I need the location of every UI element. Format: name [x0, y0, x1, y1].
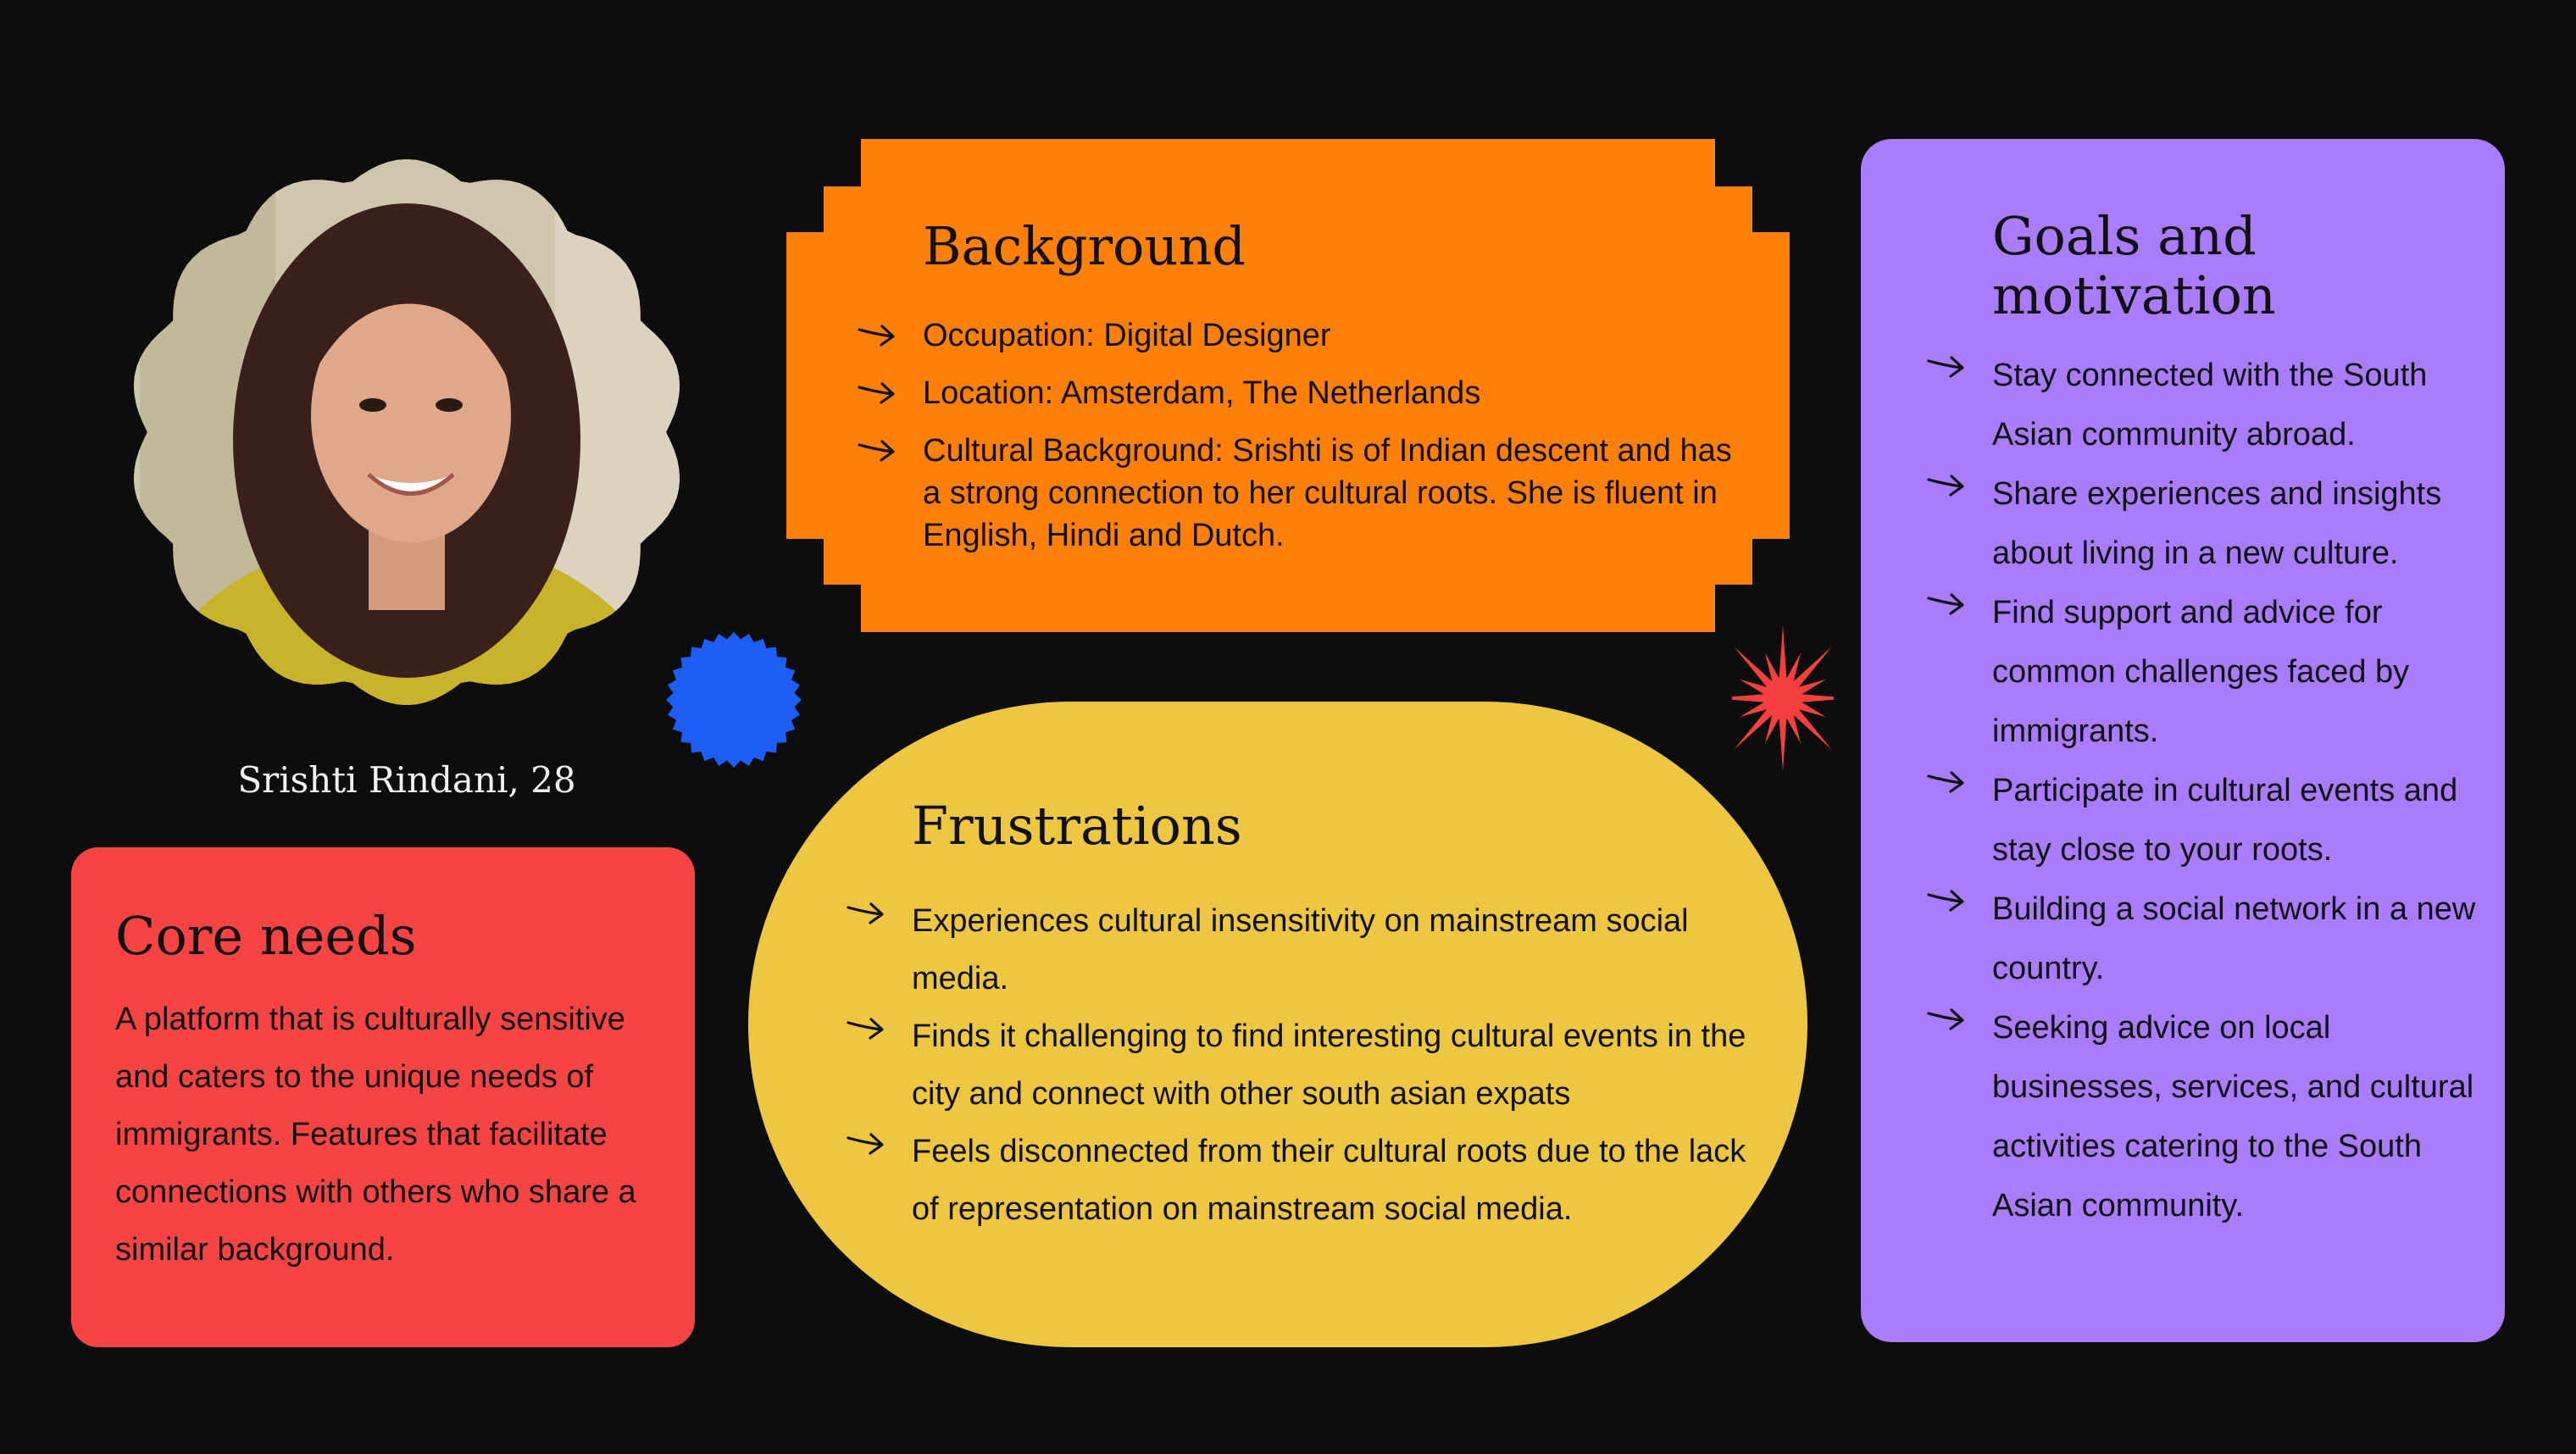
goals-card [1861, 139, 2505, 1342]
frustrations-card [748, 702, 1807, 1347]
list-item: Experiences cultural insensitivity on mainstream social media. [912, 892, 1759, 1007]
list-item: Find support and advice for common challenges faced by immigrants. [1992, 583, 2484, 761]
frustrations-list [912, 892, 1759, 1238]
arrow-right-icon [846, 1009, 886, 1043]
arrow-right-icon [846, 894, 886, 928]
blue-badge-decoration [664, 630, 803, 769]
persona-name: Srishti Rindani, 28 [237, 759, 576, 801]
list-item: Finds it challenging to find interesting cultural events in the city and connect with other south asian expats [912, 1007, 1759, 1123]
list-item: Cultural Background: Srishti is of Indian descent and has a strong connection to her cultural roots. She is fluent in English, Hindi and Dutch. [923, 430, 1736, 557]
arrow-right-icon [1926, 763, 1967, 796]
frustrations-title: Frustrations [912, 795, 1242, 857]
arrow-right-icon [1926, 466, 1967, 500]
list-item: Participate in cultural events and stay close to your roots. [1992, 761, 2484, 880]
background-title: Background [923, 215, 1246, 277]
list-item: Building a social network in a new country. [1992, 880, 2484, 998]
list-item: Share experiences and insights about living in a new culture. [1992, 464, 2484, 583]
list-item: Seeking advice on local businesses, services, and cultural activities catering to the South Asian community. [1992, 998, 2484, 1235]
background-card [786, 139, 1790, 632]
persona-photo [114, 136, 699, 729]
red-star-decoration [1732, 622, 1834, 774]
arrow-right-icon [857, 431, 897, 465]
goals-list [1992, 346, 2484, 1235]
list-item: Occupation: Digital Designer [923, 314, 1736, 357]
list-item: Location: Amsterdam, The Netherlands [923, 372, 1736, 414]
arrow-right-icon [1926, 1000, 1967, 1034]
core-needs-body: A platform that is culturally sensitive and caters to the unique needs of immigrants. Features that facilitate connections with others who share a similar background. [115, 1002, 636, 1268]
background-list [923, 314, 1736, 557]
list-item: Stay connected with the South Asian community abroad. [1992, 346, 2484, 464]
arrow-right-icon [1926, 585, 1967, 619]
core-needs-title: Core needs [115, 905, 417, 967]
arrow-right-icon [1926, 881, 1967, 915]
core-needs-card [71, 847, 695, 1347]
arrow-right-icon [846, 1124, 886, 1158]
avatar [114, 136, 699, 729]
goals-title: Goals and motivation [1992, 205, 2276, 326]
arrow-right-icon [857, 316, 897, 350]
list-item: Feels disconnected from their cultural roots due to the lack of representation on mainstream social media. [912, 1123, 1759, 1238]
arrow-right-icon [857, 374, 897, 408]
arrow-right-icon [1926, 347, 1967, 381]
